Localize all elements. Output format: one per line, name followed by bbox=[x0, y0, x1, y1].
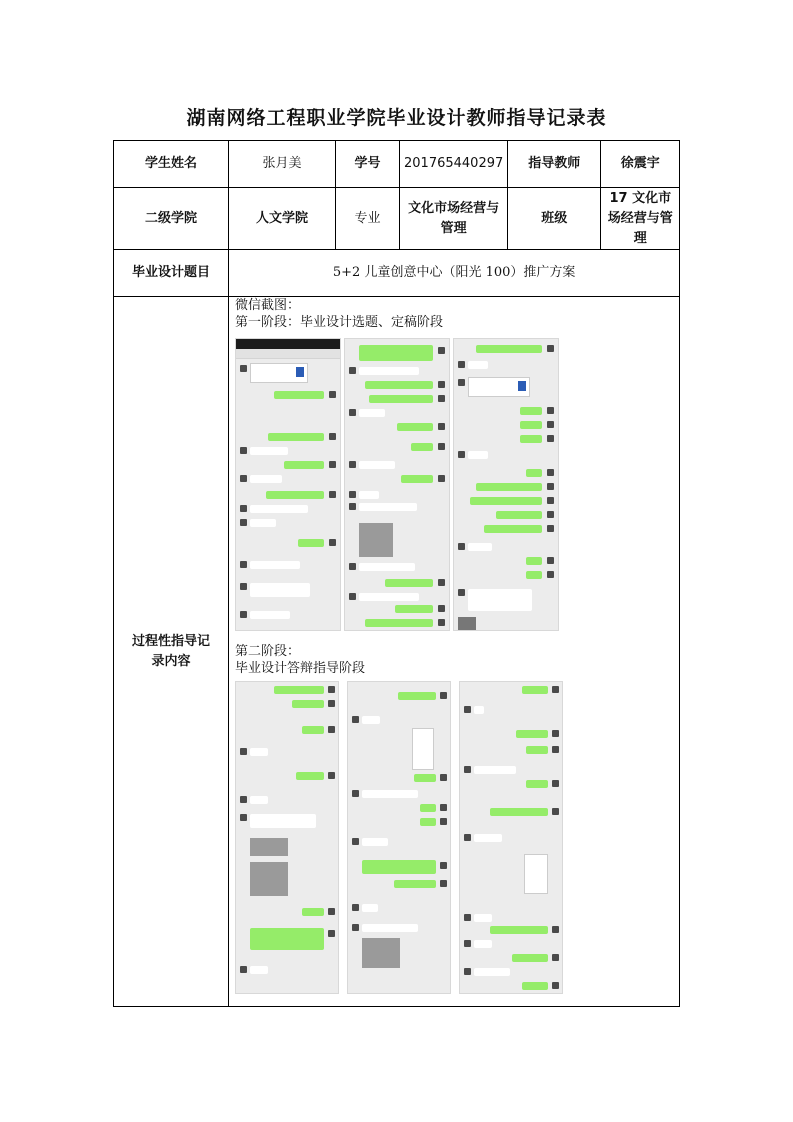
class-name: 17 文化市场经营与管理 bbox=[601, 188, 680, 250]
wechat-screenshot bbox=[453, 338, 559, 631]
process-record-content bbox=[229, 297, 680, 1007]
topic-label: 毕业设计题目 bbox=[114, 250, 229, 297]
teacher-label: 指导教师 bbox=[508, 141, 601, 188]
student-name: 张月美 bbox=[229, 141, 336, 188]
major-label: 专业 bbox=[336, 188, 400, 250]
college-label: 二级学院 bbox=[114, 188, 229, 250]
student-id-label: 学号 bbox=[336, 141, 400, 188]
stage-2-heading: 第二阶段： bbox=[235, 644, 301, 659]
stage-2-screenshots bbox=[235, 681, 679, 992]
college: 人文学院 bbox=[229, 188, 336, 250]
screenshot-caption: 微信截图： bbox=[235, 298, 301, 313]
wechat-screenshot bbox=[347, 681, 451, 994]
wechat-screenshot bbox=[459, 681, 563, 994]
major: 文化市场经营与管理 bbox=[400, 188, 508, 250]
process-record-label: 过程性指导记录内容 bbox=[114, 297, 229, 1007]
wechat-screenshot bbox=[235, 681, 339, 994]
wechat-screenshot bbox=[235, 338, 341, 631]
stage-1-screenshots bbox=[235, 338, 679, 629]
page-title: 湖南网络工程职业学院毕业设计教师指导记录表 bbox=[186, 107, 607, 129]
record-table bbox=[113, 140, 680, 1007]
stage-2-subheading: 毕业设计答辩指导阶段 bbox=[235, 661, 366, 676]
teacher-name: 徐震宇 bbox=[601, 141, 680, 188]
class-label: 班级 bbox=[508, 188, 601, 250]
thesis-topic: 5+2 儿童创意中心（阳光 100）推广方案 bbox=[229, 250, 680, 297]
student-id: 201765440297 bbox=[400, 141, 508, 188]
stage-1-heading: 第一阶段：毕业设计选题、定稿阶段 bbox=[235, 315, 444, 330]
wechat-screenshot bbox=[344, 338, 450, 631]
student-name-label: 学生姓名 bbox=[114, 141, 229, 188]
